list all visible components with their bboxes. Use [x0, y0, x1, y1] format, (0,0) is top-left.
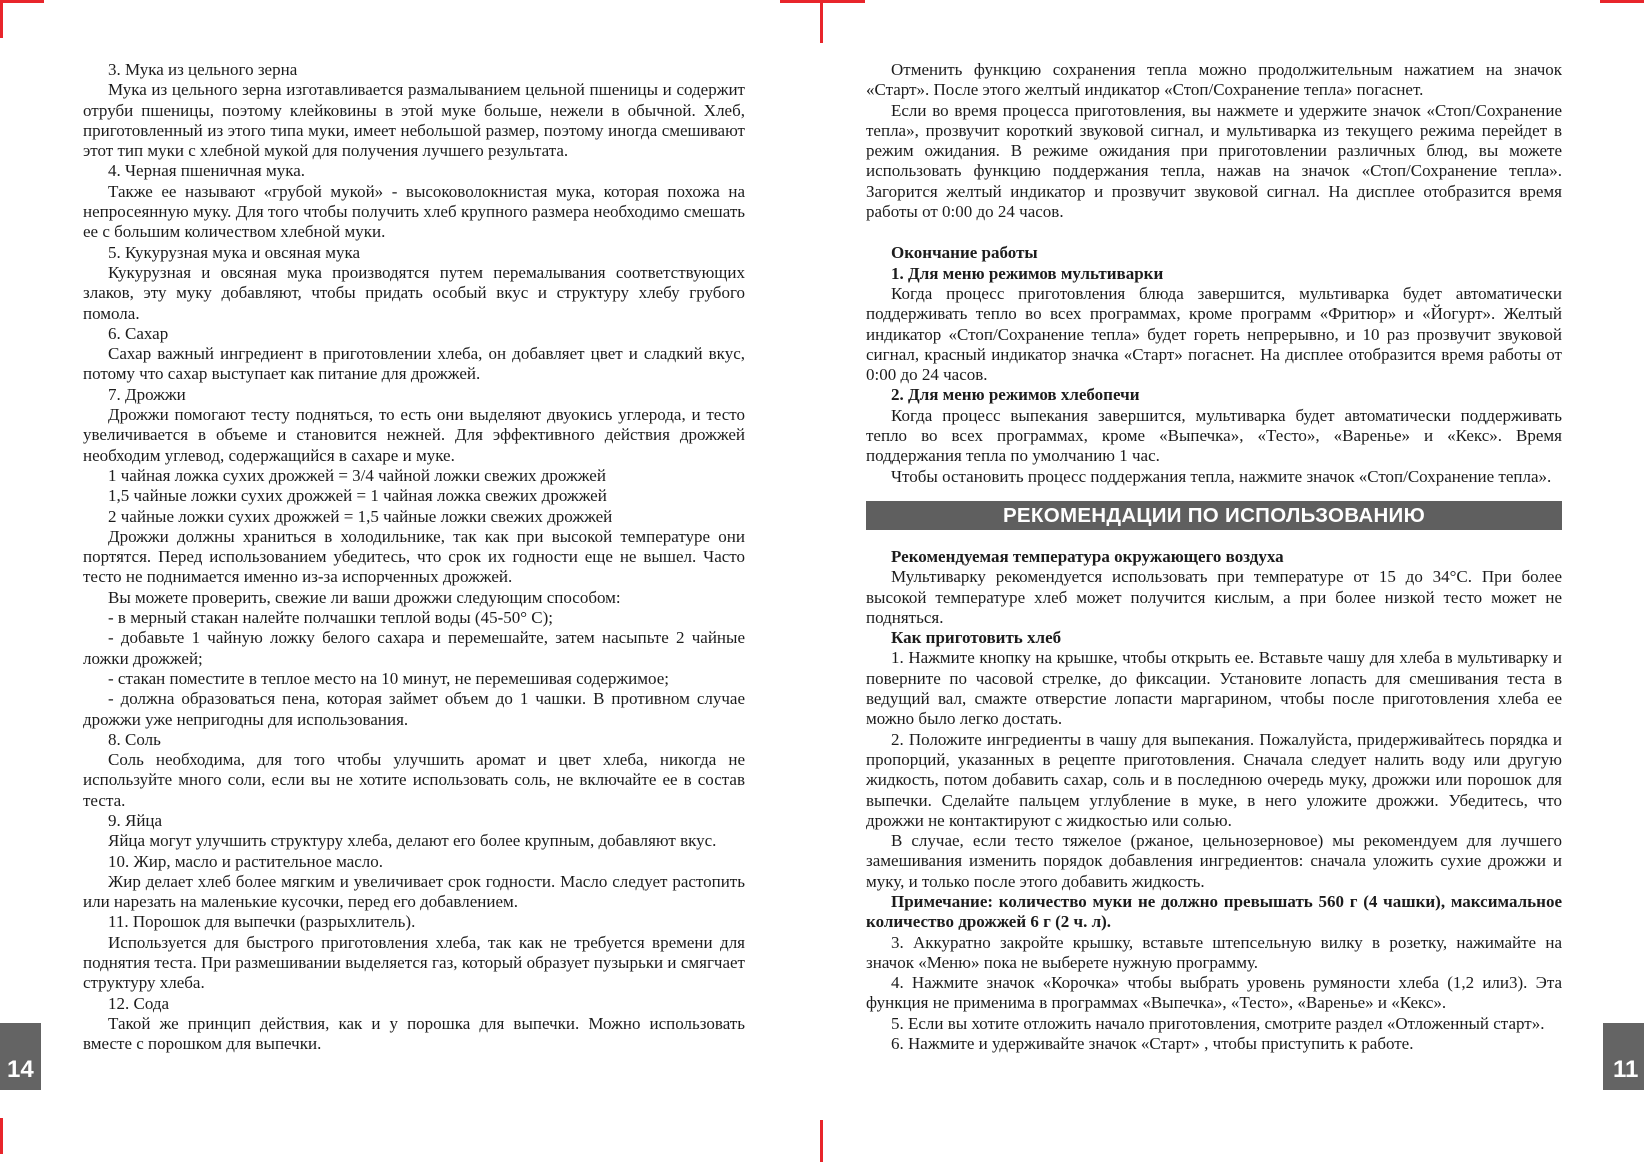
body-paragraph: Такой же принцип действия, как и у порошка для выпечки. Можно использовать вместе с порошком для выпечки.: [83, 1013, 745, 1054]
bold-heading-paragraph: Как приготовить хлеб: [891, 628, 1062, 648]
right-page-text-column: [866, 60, 1562, 1054]
body-paragraph: 5. Если вы хотите отложить начало приготовления, смотрите раздел «Отложенный старт».: [891, 1013, 1545, 1033]
crop-mark-bottom-center-vertical: [820, 1120, 823, 1162]
body-paragraph: Используется для быстрого приготовления хлеба, так как не требуется времени для поднятия теста. При размешивании выделяется газ, который образует пузырьки и смягчает структуру хлеба.: [83, 932, 745, 993]
body-paragraph: 9. Яйца: [108, 810, 163, 830]
page-number-left: [0, 1023, 41, 1090]
body-paragraph: Жир делает хлеб более мягким и увеличивает срок годности. Масло следует растопить или нарезать на маленькие кусочки, перед его добавлением.: [83, 871, 745, 912]
bold-heading-paragraph: Рекомендуемая температура окружающего воздуха: [891, 546, 1284, 566]
bold-heading-paragraph: 2. Для меню режимов хлебопечи: [891, 385, 1140, 405]
body-paragraph: Также ее называют «грубой мукой» - высоковолокнистая мука, которая похожа на непросеянную муку. Для того чтобы получить хлеб крупного размера необходимо смешать ее с большим количеством хлебной муки.: [83, 181, 745, 242]
body-paragraph: 1 чайная ложка сухих дрожжей = 3/4 чайной ложки свежих дрожжей: [108, 465, 606, 485]
paragraph-gap: [866, 222, 1562, 243]
body-paragraph: 2 чайные ложки сухих дрожжей = 1,5 чайные ложки свежих дрожжей: [108, 506, 613, 526]
body-paragraph: 6. Нажмите и удерживайте значок «Старт» , чтобы приступить к работе.: [891, 1034, 1414, 1054]
body-paragraph: 2. Положите ингредиенты в чашу для выпекания. Пожалуйста, придерживайтесь порядка и пропорций, указанных в рецепте приготовления. Сначала следует налить воду или другую жидкость, потом добавить сахар, соль и в последнюю очередь муку, дрожжи или порошок для выпечки. Сделайте пальцем углубление в муке, в него уложите дрожжи. Убедитесь, что дрожжи не контактируют с жидкостью или солью.: [866, 729, 1562, 830]
body-paragraph: - стакан поместите в теплое место на 10 минут, не перемешивая содержимое;: [108, 668, 669, 688]
page-number-right-label: 11: [1613, 1056, 1639, 1083]
body-paragraph: Когда процесс приготовления блюда завершится, мультиварка будет автоматически поддерживать тепло во всех программах, кроме программ «Фритюр» и «Йогурт». Желтый индикатор «Стоп/Сохранение тепла» будет гореть непрерывно, и 10 раз прозвучит звуковой сигнал, красный индикатор значка «Старт» погаснет. На дисплее отобразится время работы от 0:00 до 24 часов.: [866, 283, 1562, 385]
body-paragraph: 6. Сахар: [108, 323, 169, 343]
body-paragraph: 3. Мука из цельного зерна: [108, 60, 298, 79]
bold-heading-paragraph: 1. Для меню режимов мультиварки: [891, 263, 1164, 283]
bold-heading-paragraph: Примечание: количество муки не должно превышать 560 г (4 чашки), максимальное количество дрожжей 6 г (2 ч. л).: [866, 891, 1562, 932]
body-paragraph: 12. Сода: [108, 993, 170, 1013]
body-paragraph: 7. Дрожжи: [108, 384, 186, 404]
body-paragraph: 1,5 чайные ложки сухих дрожжей = 1 чайная ложка свежих дрожжей: [108, 486, 607, 506]
body-paragraph: 10. Жир, масло и растительное масло.: [108, 851, 384, 871]
page-number-left-label: 14: [7, 1056, 34, 1083]
body-paragraph: 8. Соль: [108, 729, 161, 749]
body-paragraph: Мультиварку рекомендуется использовать при температуре от 15 до 34°С. При более высокой температуре хлеб может получится кислым, а при более низкой тесто может не подняться.: [866, 567, 1562, 627]
body-paragraph: Вы можете проверить, свежие ли ваши дрожжи следующим способом:: [108, 587, 621, 607]
body-paragraph: Сахар важный ингредиент в приготовлении хлеба, он добавляет цвет и сладкий вкус, потому что сахар выступает как питание для дрожжей.: [83, 344, 745, 384]
body-paragraph: Мука из цельного зерна изготавливается размалыванием цельной пшеницы и содержит отруби пшеницы, поэтому клейковины в этой муке больше, нежели в обычной. Хлеб, приготовленный из этого типа муки, имеет небольшой размер, поэтому иногда смешивают этот тип муки с хлебной мукой для получения лучшего результата.: [83, 80, 745, 161]
bold-heading-paragraph: Окончание работы: [891, 243, 1038, 263]
body-paragraph: Кукурузная и овсяная мука производятся путем перемалывания соответствующих злаков, эту муку добавляют, чтобы придать особый вкус и структуру хлебу грубого помола.: [83, 262, 745, 323]
body-paragraph: 11. Порошок для выпечки (разрыхлитель).: [108, 912, 416, 932]
crop-mark-top-left-horizontal: [0, 0, 44, 3]
body-paragraph: - добавьте 1 чайную ложку белого сахара и перемешайте, затем насыпьте 2 чайные ложки дрожжей;: [83, 628, 745, 668]
crop-mark-top-right-horizontal: [1600, 0, 1644, 3]
body-paragraph: Чтобы остановить процесс поддержания тепла, нажмите значок «Стоп/Сохранение тепла».: [891, 466, 1552, 486]
body-paragraph: Когда процесс выпекания завершится, мультиварка будет автоматически поддерживать тепло во всех программах, кроме «Выпечка», «Тесто», «Варенье» и «Кекс». Время поддержания тепла по умолчанию 1 час.: [866, 405, 1562, 466]
body-paragraph: Соль необходима, для того чтобы улучшить аромат и цвет хлеба, никогда не используйте много соли, если вы не хотите использовать соль, не включайте ее в состав теста.: [83, 750, 745, 810]
body-paragraph: Яйца могут улучшить структуру хлеба, делают его более крупным, добавляют вкус.: [108, 831, 717, 851]
body-paragraph: Если во время процесса приготовления, вы нажмете и удержите значок «Стоп/Сохранение тепла», прозвучит короткий звуковой сигнал, и мультиварка из текущего режима перейдет в режим ожидания. В режиме ожидания при приготовлении различных блюд, вы можете использовать функцию поддержания тепла, нажав на значок «Стоп/Сохранение тепла». Загорится желтый индикатор и прозвучит звуковой сигнал. На дисплее отобразится время работы от 0:00 до 24 часов.: [866, 100, 1562, 222]
section-header-bar: РЕКОМЕНДАЦИИ ПО ИСПОЛЬЗОВАНИЮ: [866, 501, 1562, 530]
crop-mark-top-left-vertical: [0, 0, 3, 38]
crop-mark-bottom-left-vertical: [0, 1118, 3, 1154]
body-paragraph: - в мерный стакан налейте полчашки теплой воды (45-50° С);: [108, 608, 554, 628]
left-page-text-column: [83, 60, 745, 1055]
body-paragraph: 4. Нажмите значок «Корочка» чтобы выбрать уровень румяности хлеба (1,2 или3). Эта функция не применима в программах «Выпечка», «Тесто», «Варенье» и «Кекс».: [866, 973, 1562, 1013]
body-paragraph: Отменить функцию сохранения тепла можно продолжительным нажатием на значок «Старт». После этого желтый индикатор «Стоп/Сохранение тепла» погаснет.: [866, 60, 1562, 100]
page-number-right: [1603, 1023, 1644, 1090]
body-paragraph: Дрожжи помогают тесту подняться, то есть они выделяют двуокись углерода, и тесто увеличивается в объеме и становится нежней. Для эффективного действия дрожжей необходим углевод, содержащийся в сахаре и муке.: [83, 405, 745, 465]
body-paragraph: В случае, если тесто тяжелое (ржаное, цельнозерновое) мы рекомендуем для лучшего замешивания изменить порядок добавления ингредиентов: сначала уложить сухие дрожжи и муку, и только после этого добавить жидкость.: [866, 831, 1562, 891]
body-paragraph: 5. Кукурузная мука и овсяная мука: [108, 242, 360, 262]
crop-mark-top-center-vertical: [820, 0, 823, 43]
body-paragraph: Дрожжи должны храниться в холодильнике, так как при высокой температуре они портятся. Перед использованием убедитесь, что срок их годности еще не вышел. Часто тесто не поднимается именно из-за испорченных дрожжей.: [83, 526, 745, 587]
body-paragraph: - должна образоваться пена, которая займет объем до 1 чашки. В противном случае дрожжи уже непригодны для использования.: [83, 689, 745, 729]
body-paragraph: 3. Аккуратно закройте крышку, вставьте штепсельную вилку в розетку, нажимайте на значок «Меню» пока не выберете нужную программу.: [866, 932, 1562, 972]
body-paragraph: 4. Черная пшеничная мука.: [108, 161, 306, 181]
body-paragraph: 1. Нажмите кнопку на крышке, чтобы открыть ее. Вставьте чашу для хлеба в мультиварку и поверните по часовой стрелке, до фиксации. Установите лопасть для смешивания теста в ведущий вал, смажте отверстие лопасти маргарином, чтобы после приготовления хлеба ее можно было легко достать.: [866, 648, 1562, 729]
